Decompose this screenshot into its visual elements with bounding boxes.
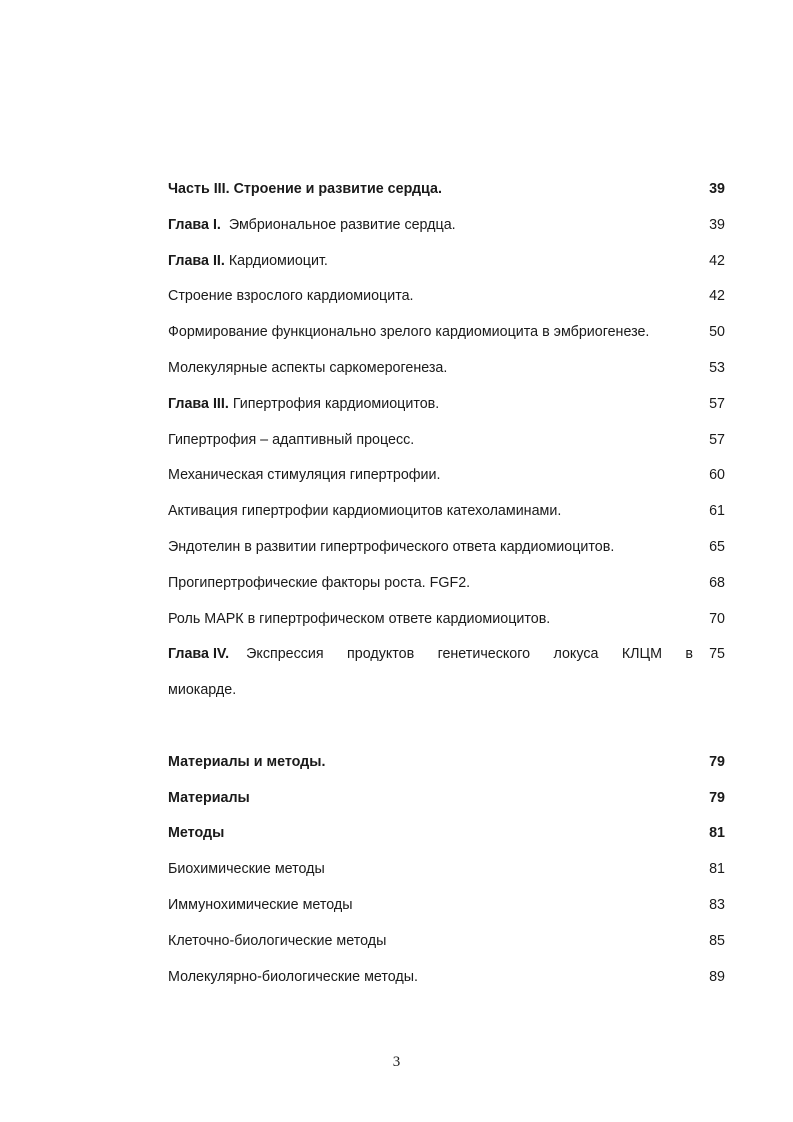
toc-entry-title: Гипертрофия кардиомиоцитов. bbox=[228, 395, 440, 412]
toc-entry bbox=[168, 502, 725, 538]
toc-entry bbox=[168, 252, 725, 288]
toc-part3-heading: Часть III. Строение и развитие сердца. bbox=[168, 181, 442, 197]
toc-page-number: 79 bbox=[709, 753, 725, 770]
toc-page-number: 70 bbox=[709, 610, 725, 627]
toc-materials-row bbox=[168, 789, 725, 825]
toc-materials-heading: Материалы bbox=[168, 789, 250, 806]
toc-entry-title: Молекулярные аспекты саркомерогенеза. bbox=[168, 359, 448, 376]
toc-page-number: 39 bbox=[709, 181, 725, 197]
toc-entry-title: Иммунохимические методы bbox=[168, 896, 353, 913]
toc-entry-title bbox=[246, 645, 693, 664]
toc-entry-word: генетического bbox=[437, 646, 531, 663]
toc-entry-chapter4 bbox=[168, 645, 725, 717]
toc-entry-title: Активация гипертрофии кардиомиоцитов катехоламинами. bbox=[168, 503, 562, 520]
toc-entry bbox=[168, 860, 725, 896]
section-spacer bbox=[168, 717, 725, 753]
toc-page-number: 83 bbox=[709, 896, 725, 913]
toc-entry-title: Кардиомиоцит. bbox=[224, 252, 328, 269]
toc-entry-title: Молекулярно-биологические методы. bbox=[168, 968, 418, 985]
toc-entry-title: Строение взрослого кардиомиоцита. bbox=[168, 288, 414, 305]
toc-entry bbox=[168, 466, 725, 502]
toc-methods-heading-row bbox=[168, 753, 725, 789]
toc-entry bbox=[168, 216, 725, 252]
table-of-contents bbox=[168, 180, 725, 1003]
toc-page-number: 79 bbox=[709, 789, 725, 806]
toc-page-number: 39 bbox=[709, 216, 725, 233]
toc-entry-title: Клеточно-биологические методы bbox=[168, 932, 387, 949]
toc-page-number: 89 bbox=[709, 968, 725, 985]
toc-page-number: 57 bbox=[709, 431, 725, 448]
toc-page-number: 50 bbox=[709, 324, 725, 341]
toc-entry bbox=[168, 574, 725, 610]
toc-entry-title: Роль МАРК в гипертрофическом ответе кардиомиоцитов. bbox=[168, 610, 551, 627]
toc-entry bbox=[168, 896, 725, 932]
toc-entry bbox=[168, 431, 725, 467]
toc-entry-word: продуктов bbox=[347, 646, 415, 663]
toc-page-number: 60 bbox=[709, 467, 725, 484]
chapter-label: Глава III. bbox=[168, 395, 229, 412]
toc-page-number: 42 bbox=[709, 252, 725, 269]
toc-entry bbox=[168, 932, 725, 968]
toc-entry-title: Формирование функционально зрелого кардиомиоцита в эмбриогенезе. bbox=[168, 324, 650, 341]
toc-entry-title-continued: миокарде. bbox=[168, 682, 237, 699]
toc-entry-title: Эмбриональное развитие сердца. bbox=[220, 216, 456, 233]
toc-entry bbox=[168, 610, 725, 646]
toc-entry bbox=[168, 968, 725, 1004]
toc-entry bbox=[168, 323, 725, 359]
toc-entry-word: в bbox=[685, 646, 693, 663]
chapter-label: Глава IV. bbox=[168, 646, 230, 663]
toc-page-number: 42 bbox=[709, 288, 725, 305]
toc-part3-heading-row bbox=[168, 180, 725, 216]
toc-page-number: 68 bbox=[709, 574, 725, 591]
toc-page-number: 61 bbox=[709, 503, 725, 520]
toc-entry-title: Эндотелин в развитии гипертрофического ответа кардиомиоцитов. bbox=[168, 538, 615, 555]
toc-entry-title: Механическая стимуляция гипертрофии. bbox=[168, 467, 441, 484]
toc-page-number: 53 bbox=[709, 359, 725, 376]
toc-entry bbox=[168, 287, 725, 323]
toc-entry-word: Экспрессия bbox=[246, 646, 324, 663]
toc-page-number: 57 bbox=[709, 395, 725, 412]
toc-page-number: 81 bbox=[709, 861, 725, 878]
chapter-label: Глава II. bbox=[168, 252, 225, 269]
toc-methods-heading: Материалы и методы. bbox=[168, 753, 326, 770]
toc-entry-word: локуса bbox=[553, 646, 599, 663]
toc-entry bbox=[168, 395, 725, 431]
toc-entry bbox=[168, 538, 725, 574]
toc-entry-title: Биохимические методы bbox=[168, 861, 325, 878]
toc-page-number: 75 bbox=[709, 646, 725, 663]
toc-page-number: 65 bbox=[709, 538, 725, 555]
toc-entry bbox=[168, 359, 725, 395]
toc-page-number: 85 bbox=[709, 932, 725, 949]
toc-entry-title: Гипертрофия – адаптивный процесс. bbox=[168, 431, 415, 448]
toc-page-number: 81 bbox=[709, 825, 725, 842]
toc-methods-subheading: Методы bbox=[168, 825, 225, 842]
chapter-label: Глава I. bbox=[168, 216, 221, 233]
toc-methods-subheading-row bbox=[168, 824, 725, 860]
toc-entry-word: КЛЦМ bbox=[621, 646, 663, 663]
toc-entry-title: Прогипертрофические факторы роста. FGF2. bbox=[168, 574, 471, 591]
page-number: 3 bbox=[392, 1054, 401, 1070]
